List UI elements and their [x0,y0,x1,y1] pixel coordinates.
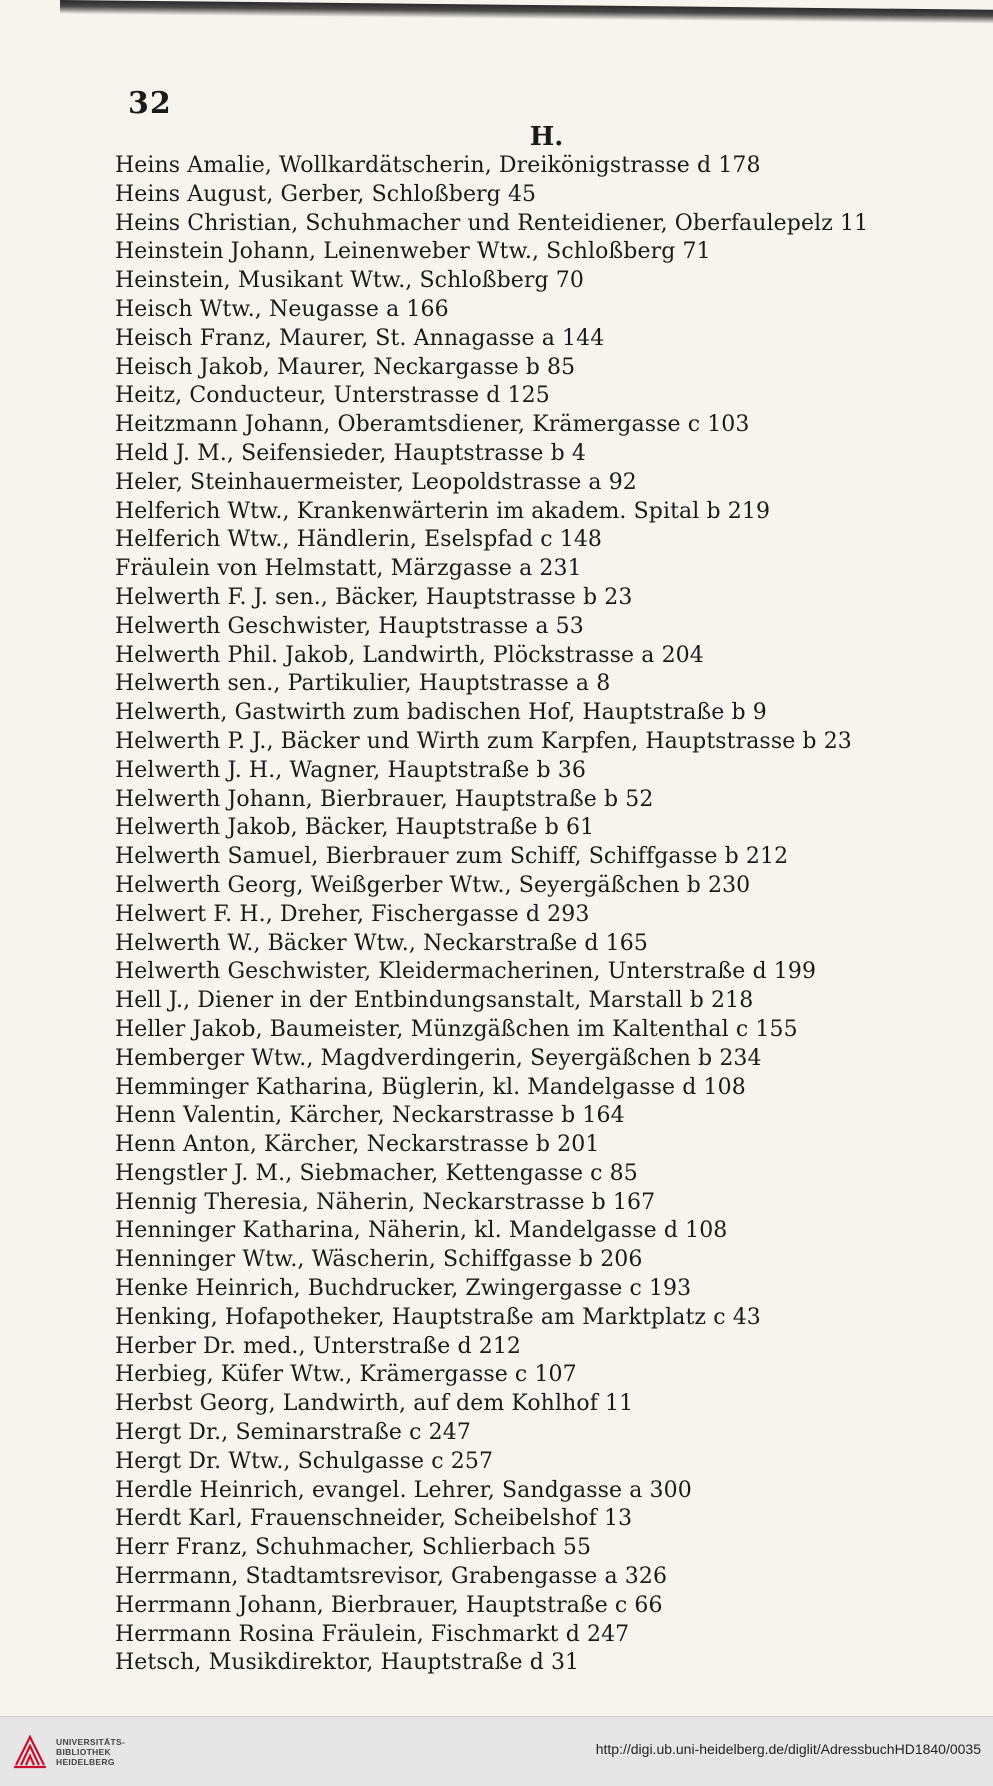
directory-entry: Heins Amalie, Wollkardätscherin, Dreikönigstrasse d 178 [115,153,761,178]
directory-entry: Helwerth Geschwister, Hauptstrasse a 53 [115,613,584,639]
directory-entry: Helwerth F. J. sen., Bäcker, Hauptstrasse b 23 [115,584,633,610]
directory-entry: Herber Dr. med., Unterstraße d 212 [115,1333,522,1359]
directory-entry: Heler, Steinhauermeister, Leopoldstrasse a 92 [115,469,637,495]
section-letter: H. [529,122,564,152]
directory-entry: Henke Heinrich, Buchdrucker, Zwingergasse c 193 [115,1276,692,1302]
directory-entry: Herrmann, Stadtamtsrevisor, Grabengasse a 326 [115,1564,668,1590]
directory-entry-list [115,152,975,1678]
directory-entry: Hergt Dr., Seminarstraße c 247 [115,1420,471,1446]
directory-entry: Helwerth J. H., Wagner, Hauptstraße b 36 [115,757,586,783]
directory-entry: Heisch Jakob, Maurer, Neckargasse b 85 [115,354,576,380]
directory-entry: Helferich Wtw., Händlerin, Eselspfad c 148 [115,527,603,553]
scan-edge-shadow [60,0,993,24]
viewer-footer-bar [0,1716,993,1786]
directory-entry: Helwerth Johann, Bierbrauer, Hauptstraße b 52 [115,786,654,812]
directory-entry: Heinstein Johann, Leinenweber Wtw., Schloßberg 71 [115,239,711,265]
directory-entry: Heitzmann Johann, Oberamtsdiener, Krämergasse c 103 [115,412,750,438]
page-number: 32 [128,86,172,121]
directory-entry: Heins August, Gerber, Schloßberg 45 [115,181,537,207]
directory-entry: Helwerth, Gastwirth zum badischen Hof, Hauptstraße b 9 [115,700,767,726]
directory-entry: Heisch Franz, Maurer, St. Annagasse a 144 [115,325,605,351]
directory-entry: Herdle Heinrich, evangel. Lehrer, Sandgasse a 300 [115,1477,692,1503]
directory-entry: Helwert F. H., Dreher, Fischergasse d 293 [115,901,590,927]
directory-entry: Hengstler J. M., Siebmacher, Kettengasse c 85 [115,1160,638,1186]
directory-entry: Henninger Wtw., Wäscherin, Schiffgasse b 206 [115,1247,643,1273]
directory-entry: Heisch Wtw., Neugasse a 166 [115,296,449,322]
directory-entry: Helwerth W., Bäcker Wtw., Neckarstraße d 165 [115,930,648,956]
directory-entry: Helwerth Georg, Weißgerber Wtw., Seyergäßchen b 230 [115,872,751,898]
directory-entry: Hergt Dr. Wtw., Schulgasse c 257 [115,1448,494,1474]
directory-entry: Henking, Hofapotheker, Hauptstraße am Marktplatz c 43 [115,1304,761,1330]
directory-entry: Heller Jakob, Baumeister, Münzgäßchen im Kaltenthal c 155 [115,1016,798,1042]
directory-entry: Hell J., Diener in der Entbindungsanstalt, Marstall b 218 [115,988,754,1014]
logo-line-3: HEIDELBERG [56,1757,115,1767]
directory-entry: Hetsch, Musikdirektor, Hauptstraße d 31 [115,1650,580,1676]
directory-entry: Henninger Katharina, Näherin, kl. Mandelgasse d 108 [115,1218,728,1244]
directory-entry: Heins Christian, Schuhmacher und Renteidiener, Oberfaulepelz 11 [115,210,869,236]
ub-heidelberg-logo-icon [10,1731,50,1771]
library-logo-text [56,1737,125,1767]
directory-entry: Hennig Theresia, Näherin, Neckarstrasse b 167 [115,1189,656,1215]
logo-line-1: UNIVERSITÄTS- [56,1737,126,1747]
directory-entry: Hemminger Katharina, Büglerin, kl. Mandelgasse d 108 [115,1074,746,1100]
directory-entry: Herrmann Rosina Fräulein, Fischmarkt d 247 [115,1621,630,1647]
directory-entry: Herdt Karl, Frauenschneider, Scheibelshof 13 [115,1506,633,1532]
directory-entry: Helwerth sen., Partikulier, Hauptstrasse a 8 [115,671,611,697]
directory-entry: Helwerth Geschwister, Kleidermacherinen, Unterstraße d 199 [115,959,817,985]
directory-entry: Helwerth Jakob, Bäcker, Hauptstraße b 61 [115,815,595,841]
directory-entry: Hemberger Wtw., Magdverdingerin, Seyergäßchen b 234 [115,1045,762,1071]
directory-entry: Helwerth Samuel, Bierbrauer zum Schiff, Schiffgasse b 212 [115,844,789,870]
directory-entry: Helwerth Phil. Jakob, Landwirth, Plöckstrasse a 204 [115,642,704,668]
logo-line-2: BIBLIOTHEK [56,1747,111,1757]
directory-entry: Herbieg, Küfer Wtw., Krämergasse c 107 [115,1362,577,1388]
directory-entry: Heitz, Conducteur, Unterstrasse d 125 [115,383,550,409]
directory-entry: Heinstein, Musikant Wtw., Schloßberg 70 [115,268,585,294]
directory-entry: Henn Anton, Kärcher, Neckarstrasse b 201 [115,1132,600,1158]
directory-entry: Helwerth P. J., Bäcker und Wirth zum Karpfen, Hauptstrasse b 23 [115,728,852,754]
directory-entry: Herrmann Johann, Bierbrauer, Hauptstraße c 66 [115,1592,663,1618]
directory-entry: Held J. M., Seifensieder, Hauptstrasse b 4 [115,440,586,466]
directory-entry: Herbst Georg, Landwirth, auf dem Kohlhof 11 [115,1391,634,1417]
permalink-url[interactable]: http://digi.ub.uni-heidelberg.de/diglit/AdressbuchHD1840/0035 [595,1741,981,1757]
directory-entry: Fräulein von Helmstatt, Märzgasse a 231 [115,556,582,582]
directory-entry: Helferich Wtw., Krankenwärterin im akadem. Spital b 219 [115,498,771,524]
directory-entry: Herr Franz, Schuhmacher, Schlierbach 55 [115,1535,592,1561]
directory-entry: Henn Valentin, Kärcher, Neckarstrasse b 164 [115,1103,625,1129]
library-logo[interactable] [10,1729,160,1773]
